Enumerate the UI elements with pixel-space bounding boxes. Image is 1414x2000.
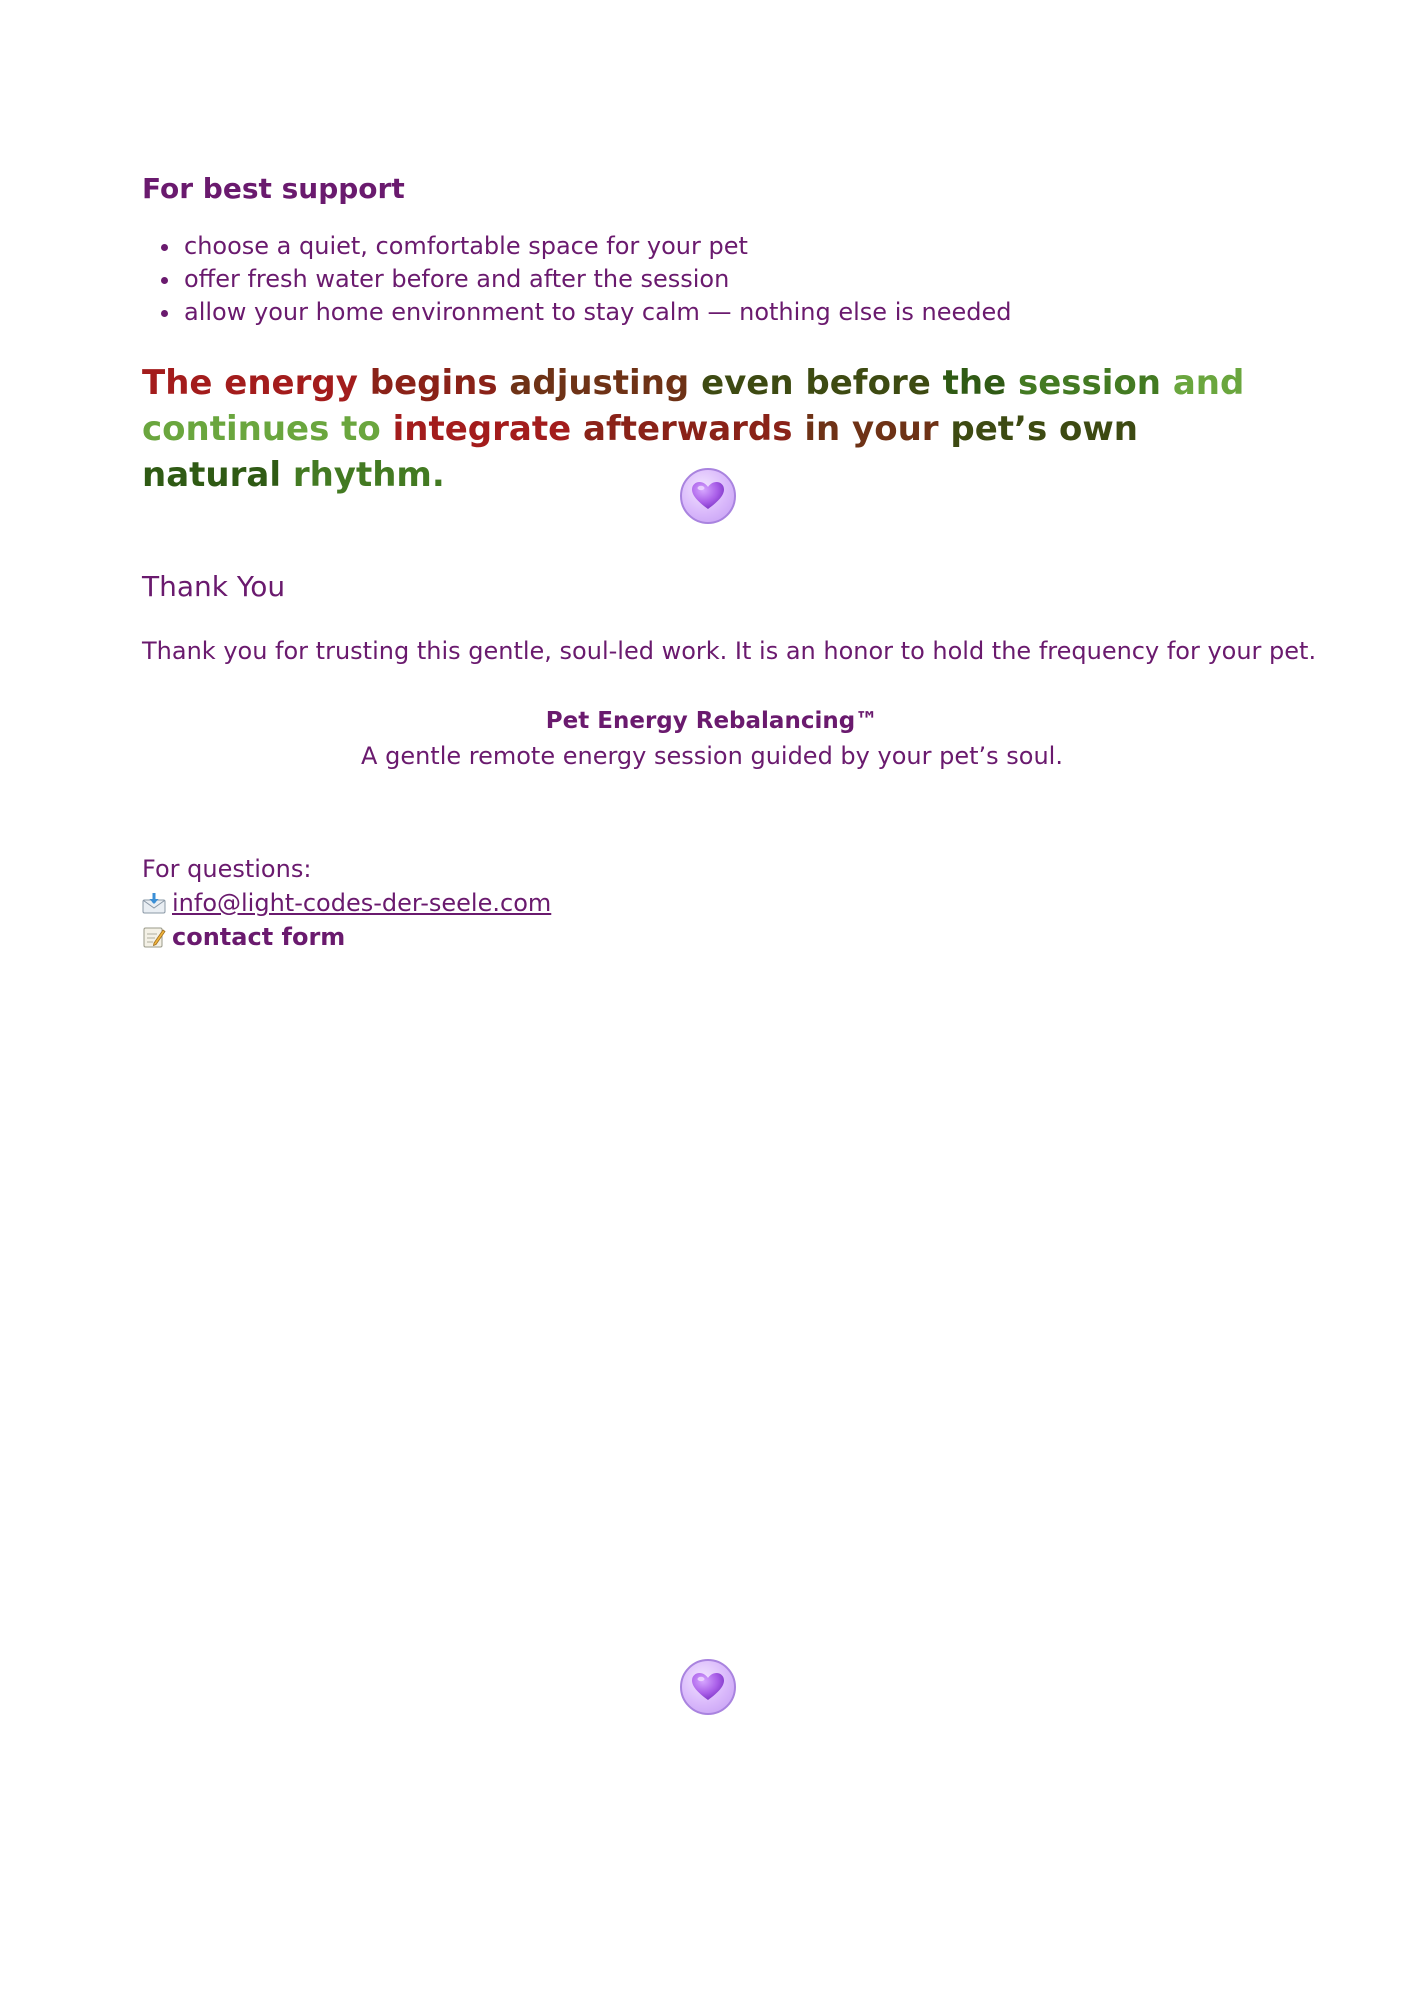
energy-statement-segment: even before — [701, 363, 943, 403]
brand-tagline: A gentle remote energy session guided by your pet’s soul. — [361, 742, 1063, 770]
heart-shape-icon — [691, 1672, 725, 1702]
contact-form-row — [142, 920, 551, 954]
energy-statement-segment: in your — [804, 409, 951, 449]
energy-statement-segment: natural — [142, 455, 293, 495]
memo-icon — [142, 926, 166, 948]
purple-heart-icon — [680, 468, 736, 524]
energy-statement-segment: afterwards — [583, 409, 805, 449]
contact-label: For questions: — [142, 855, 312, 883]
energy-statement-segment: rhythm. — [292, 455, 445, 495]
contact-form-link[interactable]: contact form — [172, 923, 346, 951]
purple-heart-icon — [680, 1659, 736, 1715]
email-row — [142, 886, 551, 920]
thanks-heading: Thank You — [142, 570, 286, 603]
email-link[interactable]: info@light-codes-der-seele.com — [172, 889, 552, 917]
energy-statement-segment: integrate — [392, 409, 583, 449]
energy-statement-segment: and continues to — [142, 363, 1257, 449]
list-item: • offer fresh water before and after the session — [182, 263, 1011, 296]
support-tips-list — [142, 230, 1011, 329]
energy-statement-segment: session — [1017, 363, 1173, 403]
energy-statement-segment: begins — [369, 363, 510, 403]
list-item: • allow your home environment to stay calm — nothing else is needed — [182, 296, 1011, 329]
heart-shape-icon — [691, 481, 725, 511]
list-item: • choose a quiet, comfortable space for your pet — [182, 230, 1011, 263]
support-heading: For best support — [142, 172, 405, 205]
envelope-arrow-icon — [142, 892, 166, 914]
energy-statement-segment: adjusting — [509, 363, 702, 403]
energy-statement-segment: pet’s own — [950, 409, 1150, 449]
energy-statement-segment: The energy — [142, 363, 370, 403]
brand-name: Pet Energy Rebalancing™ — [545, 708, 879, 734]
energy-statement-segment: the — [942, 363, 1018, 403]
contact-section — [142, 852, 551, 954]
thanks-text: Thank you for trusting this gentle, soul-led work. It is an honor to hold the frequency for your pet. — [142, 637, 1317, 665]
